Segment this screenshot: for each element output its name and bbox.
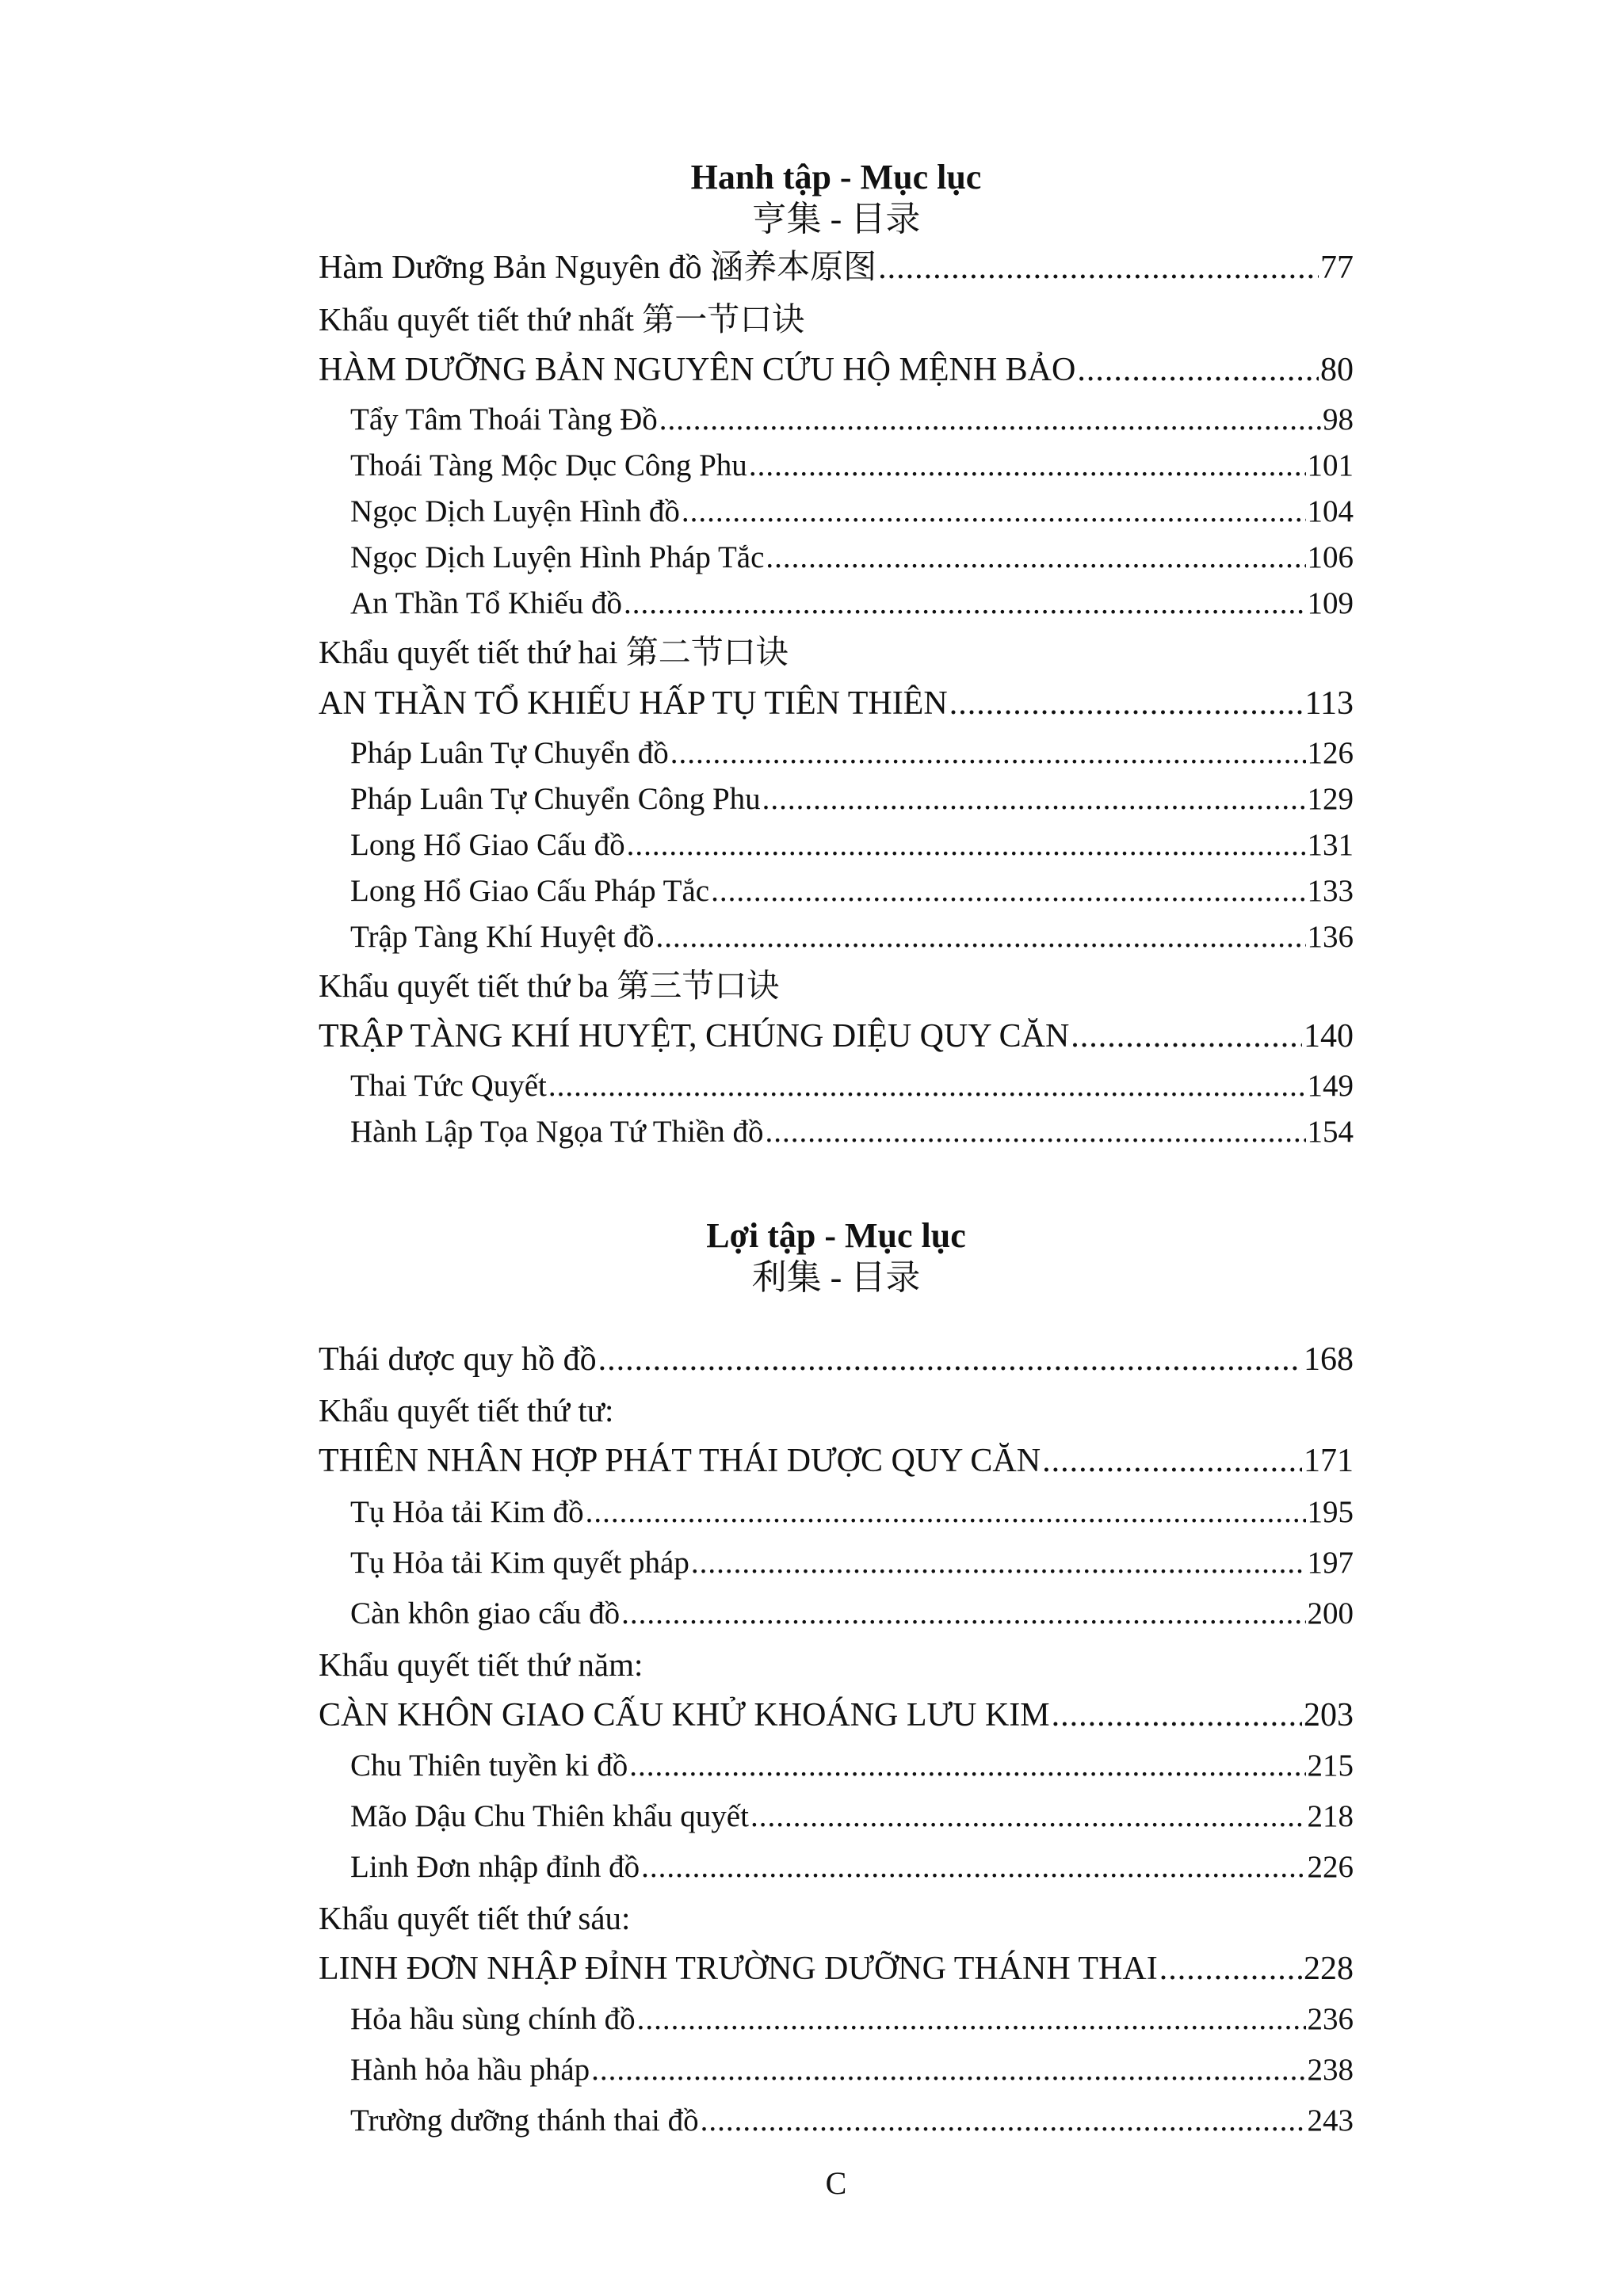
toc-entry-page: 77 (1320, 250, 1354, 286)
toc-leader-dots (750, 1796, 1306, 1837)
toc-leader-dots (682, 491, 1306, 532)
toc-entry-page: 98 (1323, 402, 1354, 437)
toc-entry-label: Tẩy Tâm Thoái Tàng Đồ (350, 402, 658, 437)
toc-leader-dots (762, 779, 1306, 820)
toc-entry[interactable] (350, 1492, 1354, 1533)
toc-entry[interactable] (350, 1543, 1354, 1584)
toc-entry-label: Khẩu quyết tiết thứ sáu: (319, 1900, 631, 1936)
toc-entry-label: Hỏa hầu sùng chính đồ (350, 2002, 636, 2036)
toc-entry[interactable] (350, 1593, 1354, 1634)
loi-section-title: Lợi tập - Mục lục (706, 1216, 966, 1255)
toc-entry-label: Long Hổ Giao Cấu đồ (350, 828, 625, 862)
toc-entry-page: 154 (1307, 1115, 1354, 1149)
toc-entry-label: Khẩu quyết tiết thứ tư: (319, 1392, 614, 1428)
toc-entry[interactable] (350, 871, 1354, 912)
toc-entry-page: 106 (1307, 540, 1354, 574)
toc-entry-page: 126 (1307, 736, 1354, 770)
toc-entry-label: Khẩu quyết tiết thứ nhất 第一节口诀 (319, 301, 805, 338)
toc-entry[interactable] (350, 491, 1354, 532)
toc-entry-label: Trường dưỡng thánh thai đồ (350, 2103, 699, 2138)
toc-entry-label: Hành hỏa hầu pháp (350, 2053, 590, 2087)
toc-entry-label: Thái dược quy hồ đồ (319, 1341, 597, 1378)
toc-leader-dots (548, 1066, 1306, 1107)
toc-entry-label: Pháp Luân Tự Chuyển đồ (350, 736, 669, 770)
toc-entry-label: HÀM DƯỠNG BẢN NGUYÊN CỨU HỘ MỆNH BẢO (319, 352, 1076, 388)
toc-entry-page: 238 (1307, 2053, 1354, 2087)
toc-entry-page: 226 (1307, 1850, 1354, 1884)
hanh-section-title: Hanh tập - Mục lục (690, 158, 982, 196)
toc-entry-page: 228 (1304, 1951, 1354, 1987)
toc-entry-label: Long Hổ Giao Cấu Pháp Tắc (350, 874, 710, 908)
toc-entry-page: 80 (1320, 352, 1354, 388)
toc-entry[interactable] (350, 917, 1354, 958)
toc-entry-label: Mão Dậu Chu Thiên khẩu quyết (350, 1799, 749, 1833)
toc-entry-page: 113 (1304, 685, 1354, 722)
toc-leader-dots (670, 733, 1306, 774)
toc-leader-dots (624, 583, 1305, 624)
toc-entry-label: TRẬP TÀNG KHÍ HUYỆT, CHÚNG DIỆU QUY CĂN (319, 1018, 1070, 1055)
toc-entry[interactable] (350, 825, 1354, 866)
toc-section-heading (319, 631, 1354, 673)
toc-entry-label: Ngọc Dịch Luyện Hình đồ (350, 494, 680, 528)
toc-entry-label: Càn khôn giao cấu đồ (350, 1596, 621, 1630)
toc-entry-label: Pháp Luân Tự Chuyển Công Phu (350, 782, 761, 816)
toc-leader-dots (627, 825, 1306, 866)
toc-leader-dots (1042, 1440, 1302, 1482)
toc-entry-page: 200 (1307, 1596, 1354, 1630)
toc-leader-dots (629, 1745, 1305, 1787)
toc-entry-page: 136 (1307, 920, 1354, 954)
toc-entry-label: Linh Đơn nhập đỉnh đồ (350, 1850, 640, 1884)
toc-entry[interactable] (350, 537, 1354, 578)
toc-entry-page: 129 (1307, 782, 1354, 816)
toc-entry[interactable] (350, 583, 1354, 624)
toc-entry-page: 243 (1307, 2103, 1354, 2138)
toc-leader-dots (591, 2050, 1305, 2091)
toc-entry[interactable] (350, 1847, 1354, 1888)
toc-entry[interactable] (350, 1066, 1354, 1107)
toc-entry-label: An Thần Tổ Khiếu đồ (350, 586, 623, 620)
toc-entry[interactable] (319, 1695, 1354, 1736)
toc-leader-dots (1052, 1695, 1302, 1736)
toc-leader-dots (656, 917, 1306, 958)
toc-section-heading (319, 965, 1354, 1006)
toc-leader-dots (949, 683, 1304, 724)
toc-leader-dots (1077, 349, 1319, 391)
toc-leader-dots (598, 1339, 1302, 1380)
toc-entry-label: Tụ Hỏa tải Kim quyết pháp (350, 1546, 689, 1580)
toc-entry[interactable] (319, 1016, 1354, 1057)
toc-entry[interactable] (350, 2100, 1354, 2142)
toc-leader-dots (691, 1543, 1306, 1584)
toc-entry-label: Chu Thiên tuyền ki đồ (350, 1749, 628, 1783)
toc-leader-dots (659, 399, 1321, 441)
toc-entry-label: Hàm Dưỡng Bản Nguyên đồ 涵养本原图 (319, 250, 877, 286)
toc-entry-label: Tụ Hỏa tải Kim đồ (350, 1495, 584, 1529)
toc-entry-page: 195 (1307, 1495, 1354, 1529)
toc-entry-page: 215 (1307, 1749, 1354, 1783)
toc-leader-dots (766, 1112, 1306, 1153)
loi-section-subtitle: 利集 - 目录 (751, 1258, 921, 1297)
toc-leader-dots (1159, 1948, 1302, 1989)
toc-entry-label: CÀN KHÔN GIAO CẤU KHỬ KHOÁNG LƯU KIM (319, 1697, 1050, 1733)
toc-section-heading (319, 1897, 1354, 1939)
toc-entry[interactable] (350, 733, 1354, 774)
toc-section-heading (319, 299, 1354, 340)
toc-entry[interactable] (350, 399, 1354, 441)
toc-leader-dots (766, 537, 1305, 578)
toc-entry-page: 133 (1307, 874, 1354, 908)
toc-entry-label: Thai Tức Quyết (350, 1069, 547, 1103)
toc-entry-page: 140 (1304, 1018, 1354, 1055)
toc-leader-dots (621, 1593, 1305, 1634)
toc-leader-dots (749, 445, 1306, 486)
toc-entry-page: 168 (1304, 1341, 1354, 1378)
toc-entry[interactable] (350, 1112, 1354, 1153)
toc-entry-label: Khẩu quyết tiết thứ ba 第三节口诀 (319, 967, 780, 1004)
toc-entry-page: 131 (1307, 828, 1354, 862)
toc-entry[interactable] (319, 247, 1354, 288)
toc-leader-dots (637, 1999, 1306, 2040)
toc-entry[interactable] (350, 1745, 1354, 1787)
toc-entry[interactable] (319, 683, 1354, 724)
toc-section-heading (319, 1390, 1354, 1431)
toc-entry-page: 101 (1307, 448, 1354, 482)
toc-leader-dots (701, 2100, 1306, 2142)
toc-entry[interactable] (350, 1999, 1354, 2040)
toc-entry-page: 171 (1304, 1443, 1354, 1479)
toc-section-heading (319, 1644, 1354, 1685)
toc-entry-page: 149 (1307, 1069, 1354, 1103)
toc-entry-page: 104 (1307, 494, 1354, 528)
toc-entry-label: Ngọc Dịch Luyện Hình Pháp Tắc (350, 540, 765, 574)
toc-entry-label: Thoái Tàng Mộc Dục Công Phu (350, 448, 747, 482)
toc-leader-dots (878, 247, 1319, 288)
toc-entry-page: 218 (1307, 1799, 1354, 1833)
toc-entry-label: Khẩu quyết tiết thứ năm: (319, 1646, 643, 1683)
toc-entry[interactable] (319, 1440, 1354, 1482)
toc-leader-dots (711, 871, 1305, 912)
hanh-section-subtitle: 亨集 - 目录 (751, 200, 921, 238)
toc-leader-dots (641, 1847, 1305, 1888)
toc-entry-page: 109 (1307, 586, 1354, 620)
toc-entry[interactable] (350, 445, 1354, 486)
toc-entry[interactable] (350, 779, 1354, 820)
toc-entry[interactable] (319, 1339, 1354, 1380)
toc-entry-label: THIÊN NHÂN HỢP PHÁT THÁI DƯỢC QUY CĂN (319, 1443, 1041, 1479)
toc-entry[interactable] (350, 2050, 1354, 2091)
page-number: C (825, 2165, 847, 2201)
toc-entry-page: 197 (1307, 1546, 1354, 1580)
toc-entry-label: Hành Lập Tọa Ngọa Tứ Thiền đồ (350, 1115, 764, 1149)
toc-leader-dots (586, 1492, 1306, 1533)
toc-entry[interactable] (350, 1796, 1354, 1837)
toc-entry-page: 203 (1304, 1697, 1354, 1733)
toc-entry[interactable] (319, 349, 1354, 391)
toc-entry-page: 236 (1307, 2002, 1354, 2036)
toc-entry[interactable] (319, 1948, 1354, 1989)
toc-entry-label: Trập Tàng Khí Huyệt đồ (350, 920, 655, 954)
toc-entry-label: Khẩu quyết tiết thứ hai 第二节口诀 (319, 634, 789, 670)
toc-leader-dots (1071, 1016, 1302, 1057)
toc-entry-label: LINH ĐƠN NHẬP ĐỈNH TRƯỜNG DƯỠNG THÁNH THAI (319, 1951, 1158, 1987)
toc-entry-label: AN THẦN TỔ KHIẾU HẤP TỤ TIÊN THIÊN (319, 685, 948, 722)
